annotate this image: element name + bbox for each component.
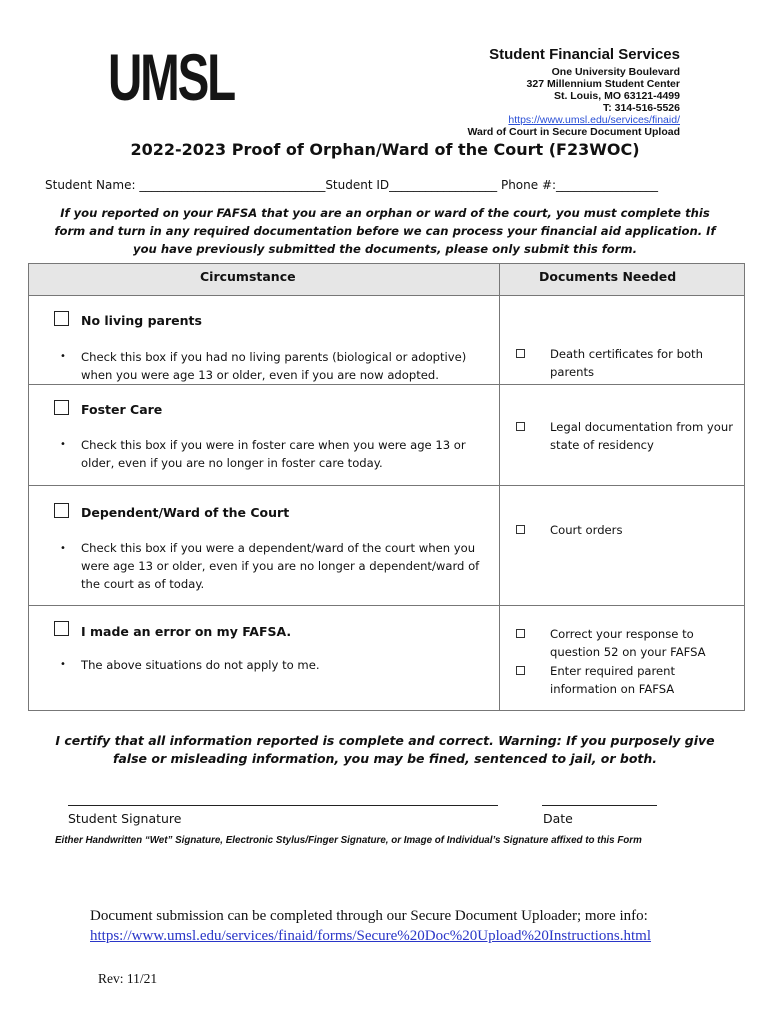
office-address-line-2: 327 Millennium Student Center [526, 78, 680, 90]
office-phone: T: 314-516-5526 [602, 102, 680, 114]
row-description-dependent-ward: Check this box if you were a dependent/ward of the court when you were age 13 or older, even if you are no longer a dependent/ward of the court as of today. [81, 541, 480, 591]
umsl-logo: UMSL [108, 40, 234, 114]
header-divider [29, 295, 744, 296]
court-orders-checkbox[interactable] [516, 525, 525, 534]
row-title-foster-care: Foster Care [81, 402, 163, 417]
document-death-certificates: Death certificates for both parents [550, 347, 703, 379]
row-title-dependent-ward: Dependent/Ward of the Court [81, 505, 290, 520]
row-title-fafsa-error: I made an error on my FAFSA. [81, 624, 292, 639]
bullet: • [60, 351, 66, 362]
instructions-text: If you reported on your FAFSA that you are an orphan or ward of the court, you must complete this form and turn in any required documentation before we can process your financial aid application. If you have previously submitted the documents, please only submit this form. [54, 206, 716, 256]
bullet: • [60, 659, 66, 670]
form-title: 2022-2023 Proof of Orphan/Ward of the Court (F23WOC) [130, 140, 640, 159]
document-correct-response: Correct your response to question 52 on your FAFSA [550, 627, 706, 659]
column-divider [499, 264, 500, 710]
date-line[interactable] [542, 805, 657, 806]
office-address-line-3: St. Louis, MO 63121-4499 [553, 90, 680, 102]
office-website-link[interactable]: https://www.umsl.edu/services/finaid/ [508, 114, 680, 126]
header-circumstance: Circumstance [200, 269, 296, 284]
signature-line[interactable] [68, 805, 498, 806]
bullet: • [60, 543, 66, 554]
parent-info-checkbox[interactable] [516, 666, 525, 675]
row-divider [29, 485, 744, 486]
no-living-parents-checkbox[interactable] [54, 311, 69, 326]
signature-note: Either Handwritten “Wet” Signature, Electronic Stylus/Finger Signature, or Image of Individual’s Signature affixed to this Form [55, 835, 642, 846]
certification-statement: I certify that all information reported is complete and correct. Warning: If you purposely give false or misleading information, you may be fined, sentenced to jail, or both. [55, 733, 715, 766]
legal-documentation-checkbox[interactable] [516, 422, 525, 431]
student-info-line[interactable]: Student Name: _______________________________Student ID__________________ Phone #:_________________ [45, 178, 659, 192]
dependent-ward-checkbox[interactable] [54, 503, 69, 518]
date-label: Date [543, 811, 573, 826]
office-address-line-1: One University Boulevard [551, 66, 680, 78]
fafsa-error-checkbox[interactable] [54, 621, 69, 636]
foster-care-checkbox[interactable] [54, 400, 69, 415]
upload-instructions-link[interactable]: https://www.umsl.edu/services/finaid/forms/Secure%20Doc%20Upload%20Instructions.html [90, 928, 652, 944]
submission-text: Document submission can be completed through our Secure Document Uploader; more info: [90, 908, 648, 924]
document-court-orders: Court orders [550, 523, 623, 537]
document-parent-information: Enter required parent information on FAFSA [550, 664, 676, 696]
signature-label: Student Signature [68, 811, 182, 826]
revision-label: Rev: 11/21 [98, 971, 158, 986]
document-legal-documentation: Legal documentation from your state of residency [550, 420, 733, 452]
row-divider [29, 605, 744, 606]
correct-response-checkbox[interactable] [516, 629, 525, 638]
row-divider [29, 384, 744, 385]
office-name: Student Financial Services [489, 46, 680, 63]
bullet: • [60, 439, 66, 450]
upload-note: Ward of Court in Secure Document Upload [467, 126, 680, 138]
submission-info [90, 906, 651, 946]
row-description-foster-care: Check this box if you were in foster care when you were age 13 or older, even if you are no longer in foster care today. [81, 438, 466, 470]
row-description-no-living-parents: Check this box if you had no living parents (biological or adoptive) when you were age 13 or older, even if you are now adopted. [81, 350, 467, 382]
death-certificates-checkbox[interactable] [516, 349, 525, 358]
header-documents-needed: Documents Needed [539, 269, 677, 284]
circumstance-table [28, 263, 745, 711]
row-title-no-living-parents: No living parents [81, 313, 202, 328]
row-description-fafsa-error: The above situations do not apply to me. [81, 658, 320, 672]
